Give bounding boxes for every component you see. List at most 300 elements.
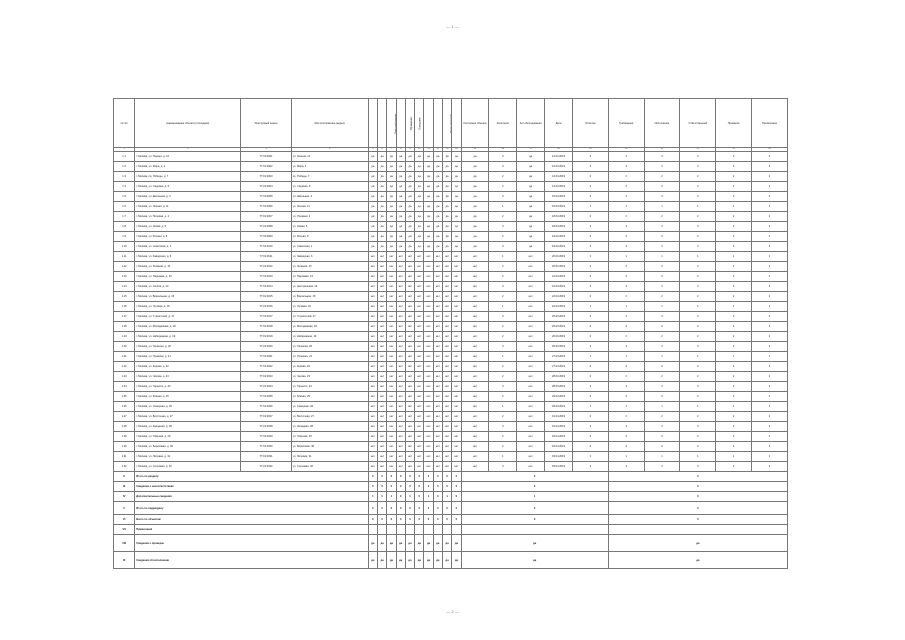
detail-value: 2 (680, 442, 716, 452)
detail-value: 2 (644, 212, 680, 222)
status-value: да (415, 172, 424, 182)
status-value: нет (433, 392, 442, 402)
status-value: да (396, 192, 405, 202)
status-value: нет (433, 352, 442, 362)
state-value: да (461, 152, 489, 162)
column-number: 14 (452, 148, 461, 152)
table-row (114, 432, 788, 442)
detail-value: 2 (644, 392, 680, 402)
status-value: нет (415, 382, 424, 392)
object-address: ул. Заводская, 6 (291, 252, 368, 262)
object-address: ул. Вокзальная, 15 (291, 292, 368, 302)
state-value: нет (461, 322, 489, 332)
status-value: нет (424, 382, 433, 392)
date-value: 21.03.2019 (545, 282, 573, 292)
summary-value: 0 (608, 472, 787, 482)
summary-value: 1 (461, 492, 608, 502)
summary-value: 0 (368, 502, 377, 515)
row-number: 1.1 (114, 152, 135, 162)
status-value: нет (433, 382, 442, 392)
category-value: 2 (489, 292, 517, 302)
status-value: нет (424, 432, 433, 442)
status-value: нет (387, 372, 396, 382)
detail-value: 2 (752, 412, 788, 422)
status-value: нет (377, 432, 386, 442)
column-number: 8 (396, 148, 405, 152)
date-value: 28.03.2019 (545, 372, 573, 382)
status-value: нет (415, 272, 424, 282)
date-value: 18.03.2019 (545, 212, 573, 222)
page-number-bottom: — 2 — (446, 609, 459, 614)
date-value: 18.03.2019 (545, 222, 573, 232)
object-address: ул. Садовая, 9 (291, 182, 368, 192)
status-value: да (405, 152, 414, 162)
status-value: нет (452, 382, 461, 392)
object-address: ул. Мира, 4 (291, 162, 368, 172)
detail-value: 3 (680, 242, 716, 252)
summary-number: III (114, 482, 135, 492)
status-value: да (442, 212, 451, 222)
status-value: нет (452, 392, 461, 402)
detail-value: 2 (680, 392, 716, 402)
header-plan (442, 99, 451, 148)
registry-number: 77:01:0029 (241, 432, 291, 442)
registry-number: 77:01:0002 (241, 162, 291, 172)
status-value: да (405, 182, 414, 192)
detail-value: 3 (644, 342, 680, 352)
summary-value: 0 (396, 502, 405, 515)
status-value: нет (368, 272, 377, 282)
detail-value: 3 (680, 312, 716, 322)
category-value: 3 (489, 312, 517, 322)
status-value: да (415, 192, 424, 202)
registry-number: 77:01:0007 (241, 212, 291, 222)
category-value: 1 (489, 402, 517, 412)
status-value: да (424, 232, 433, 242)
summary-value (405, 525, 414, 535)
summary-value (608, 525, 787, 535)
registry-number: 77:01:0020 (241, 342, 291, 352)
detail-value: 2 (716, 412, 752, 422)
detail-value: 2 (752, 172, 788, 182)
header-access (396, 99, 405, 148)
summary-value: 0 (377, 515, 386, 525)
date-value: 29.03.2019 (545, 402, 573, 412)
status-value: да (442, 232, 451, 242)
object-name: г. Москва, пр. Победы, д. 7 (135, 172, 241, 182)
detail-value: 1 (716, 352, 752, 362)
act-value: нет (517, 382, 545, 392)
detail-value: 2 (644, 362, 680, 372)
act-value: нет (517, 432, 545, 442)
status-value: нет (377, 442, 386, 452)
summary-number: V (114, 502, 135, 515)
status-value: нет (415, 292, 424, 302)
detail-value: 2 (572, 212, 608, 222)
summary-value: 1 (368, 492, 377, 502)
status-value: нет (377, 302, 386, 312)
column-number: 3 (241, 148, 291, 152)
object-name: г. Москва, ул. Чехова, д. 23 (135, 372, 241, 382)
status-value: нет (405, 282, 414, 292)
detail-value: 2 (680, 362, 716, 372)
summary-value: 0 (387, 502, 396, 515)
column-number: 2 (135, 148, 241, 152)
date-value: 19.03.2019 (545, 232, 573, 242)
status-value: нет (442, 312, 451, 322)
state-value: нет (461, 352, 489, 362)
row-number: 1.18 (114, 322, 135, 332)
status-value: нет (387, 312, 396, 322)
status-value: нет (433, 412, 442, 422)
status-value: да (433, 192, 442, 202)
object-address: ул. Гагарина, 20 (291, 342, 368, 352)
date-value: 01.04.2019 (545, 412, 573, 422)
summary-value: 0 (415, 492, 424, 502)
act-value: нет (517, 312, 545, 322)
status-value: да (433, 232, 442, 242)
status-value: нет (405, 462, 414, 472)
status-value: нет (442, 392, 451, 402)
column-number: 16 (489, 148, 517, 152)
detail-value: 1 (608, 402, 644, 412)
detail-value: 3 (716, 342, 752, 352)
summary-label: Всего по объектам (135, 515, 368, 525)
detail-value: 1 (752, 352, 788, 362)
row-number: 1.32 (114, 462, 135, 472)
status-value: нет (387, 422, 396, 432)
table-row (114, 192, 788, 202)
status-value: да (415, 232, 424, 242)
summary-value: да (387, 552, 396, 569)
registry-number: 77:01:0006 (241, 202, 291, 212)
status-value: да (415, 162, 424, 172)
summary-value: 0 (387, 515, 396, 525)
detail-value: 1 (644, 402, 680, 412)
status-value: да (424, 212, 433, 222)
registry-number: 77:01:0025 (241, 392, 291, 402)
detail-value: 3 (608, 152, 644, 162)
column-number: 4 (291, 148, 368, 152)
status-value: да (368, 202, 377, 212)
registry-number: 77:01:0026 (241, 402, 291, 412)
status-value: нет (377, 322, 386, 332)
object-address: ул. Набережная, 19 (291, 332, 368, 342)
detail-value: 3 (644, 462, 680, 472)
status-value: нет (405, 322, 414, 332)
detail-value: 3 (752, 312, 788, 322)
category-value: 1 (489, 352, 517, 362)
row-number: 1.19 (114, 332, 135, 342)
detail-value: 2 (716, 432, 752, 442)
status-value: нет (442, 322, 451, 332)
status-value: да (424, 192, 433, 202)
status-value: да (377, 232, 386, 242)
summary-row (114, 492, 788, 502)
status-value: нет (405, 272, 414, 282)
status-value: нет (405, 332, 414, 342)
state-value: да (461, 192, 489, 202)
status-value: нет (452, 292, 461, 302)
summary-value: да (405, 552, 414, 569)
act-value: да (517, 152, 545, 162)
summary-value: 0 (377, 472, 386, 482)
status-value: нет (377, 252, 386, 262)
object-address: ул. Кирова, 22 (291, 362, 368, 372)
status-value: да (415, 182, 424, 192)
object-address: ул. Северная, 26 (291, 402, 368, 412)
category-value: 3 (489, 382, 517, 392)
detail-value: 2 (752, 442, 788, 452)
summary-value: да (452, 535, 461, 552)
object-name: г. Москва, ул. Зелёная, д. 10 (135, 262, 241, 272)
detail-value: 3 (716, 282, 752, 292)
registry-number: 77:01:0016 (241, 302, 291, 312)
status-value: нет (433, 292, 442, 302)
detail-value: 1 (716, 202, 752, 212)
state-value: нет (461, 452, 489, 462)
table-row (114, 402, 788, 412)
detail-value: 3 (644, 242, 680, 252)
status-value: да (387, 242, 396, 252)
summary-number: VI (114, 515, 135, 525)
column-number: 22 (680, 148, 716, 152)
status-value: да (433, 242, 442, 252)
status-value: да (405, 242, 414, 252)
detail-value: 3 (572, 282, 608, 292)
object-address: ул. Речная, 8 (291, 232, 368, 242)
category-value: 1 (489, 252, 517, 262)
summary-value: 0 (608, 482, 787, 492)
header-num: № п/п (114, 99, 135, 148)
status-value: нет (442, 452, 451, 462)
status-value: нет (442, 292, 451, 302)
state-value: нет (461, 432, 489, 442)
detail-value: 2 (716, 232, 752, 242)
detail-value: 2 (608, 322, 644, 332)
status-value: нет (452, 432, 461, 442)
row-number: 1.8 (114, 222, 135, 232)
status-value: нет (452, 412, 461, 422)
detail-value: 2 (572, 292, 608, 302)
detail-value: 2 (572, 232, 608, 242)
detail-value: 3 (752, 162, 788, 172)
status-value: нет (405, 312, 414, 322)
status-value: нет (396, 312, 405, 322)
status-value: нет (368, 262, 377, 272)
column-number: 11 (424, 148, 433, 152)
object-name: г. Москва, ул. Сосновая, д. 32 (135, 462, 241, 472)
date-value: 28.03.2019 (545, 382, 573, 392)
status-value: да (377, 182, 386, 192)
header-name: Наименование объекта (площадки) (135, 99, 241, 148)
registry-number: 77:01:0018 (241, 322, 291, 332)
state-value: да (461, 202, 489, 212)
detail-value: 2 (644, 272, 680, 282)
registry-number: 77:01:0024 (241, 382, 291, 392)
state-value: нет (461, 422, 489, 432)
status-value: нет (415, 362, 424, 372)
status-value: да (396, 172, 405, 182)
registry-number: 77:01:0011 (241, 252, 291, 262)
detail-value: 1 (644, 202, 680, 212)
detail-value: 2 (608, 392, 644, 402)
status-value: нет (405, 252, 414, 262)
detail-value: 3 (608, 282, 644, 292)
category-value: 2 (489, 412, 517, 422)
status-value: нет (377, 352, 386, 362)
detail-value: 2 (752, 332, 788, 342)
date-value: 02.04.2019 (545, 442, 573, 452)
detail-value: 2 (608, 272, 644, 282)
summary-value (396, 525, 405, 535)
category-value: 2 (489, 432, 517, 442)
date-value: 29.03.2019 (545, 392, 573, 402)
status-value: нет (377, 312, 386, 322)
status-value: да (377, 172, 386, 182)
row-number: 1.21 (114, 352, 135, 362)
status-value: да (442, 162, 451, 172)
date-value: 25.03.2019 (545, 322, 573, 332)
summary-row (114, 502, 788, 515)
object-name: г. Москва, ул. Луговая, д. 16 (135, 302, 241, 312)
registry-number: 77:01:0004 (241, 182, 291, 192)
act-value: нет (517, 402, 545, 412)
status-value: нет (442, 352, 451, 362)
state-value: нет (461, 342, 489, 352)
state-value: да (461, 182, 489, 192)
status-value: нет (442, 442, 451, 452)
table-row (114, 162, 788, 172)
detail-value: 2 (644, 182, 680, 192)
summary-value: 0 (433, 515, 442, 525)
detail-value: 2 (572, 362, 608, 372)
summary-value: 0 (461, 472, 608, 482)
status-value: нет (415, 282, 424, 292)
status-value: нет (415, 412, 424, 422)
detail-value: 2 (680, 372, 716, 382)
status-value: да (433, 212, 442, 222)
summary-value: 0 (424, 472, 433, 482)
row-number: 1.2 (114, 162, 135, 172)
status-value: нет (368, 372, 377, 382)
status-value: нет (405, 302, 414, 312)
status-value: нет (433, 372, 442, 382)
status-value: да (433, 182, 442, 192)
summary-value: 0 (452, 472, 461, 482)
state-value: нет (461, 412, 489, 422)
detail-value: 3 (752, 152, 788, 162)
status-value: нет (387, 402, 396, 412)
status-value: да (405, 202, 414, 212)
summary-value: 0 (424, 515, 433, 525)
status-value: нет (387, 282, 396, 292)
status-value: нет (396, 392, 405, 402)
summary-value: 0 (608, 515, 787, 525)
category-value: 2 (489, 442, 517, 452)
object-name: г. Москва, ул. Липовая, д. 31 (135, 452, 241, 462)
header-row (114, 99, 788, 148)
status-value: да (452, 192, 461, 202)
status-value: нет (424, 392, 433, 402)
status-value: нет (368, 292, 377, 302)
status-value: нет (424, 462, 433, 472)
summary-value: да (424, 552, 433, 569)
header-reg: Реестровый номер (241, 99, 291, 148)
state-value: нет (461, 372, 489, 382)
detail-value: 2 (572, 332, 608, 342)
category-value: 2 (489, 232, 517, 242)
summary-value: 0 (608, 502, 787, 515)
status-value: нет (368, 342, 377, 352)
summary-value: да (608, 535, 787, 552)
detail-value: 3 (644, 162, 680, 172)
header-state: Состояние объекта (461, 99, 489, 148)
status-value: да (433, 202, 442, 212)
registry-number: 77:01:0013 (241, 272, 291, 282)
summary-label: Дополнительные сведения (135, 492, 368, 502)
status-value: нет (424, 342, 433, 352)
detail-value: 3 (680, 162, 716, 172)
status-value: нет (433, 422, 442, 432)
detail-value: 2 (572, 172, 608, 182)
status-value: нет (452, 322, 461, 332)
status-value: да (396, 212, 405, 222)
status-value: нет (387, 322, 396, 332)
header-cat: Категория (489, 99, 517, 148)
status-value: да (452, 152, 461, 162)
status-value: да (415, 152, 424, 162)
header-date: Дата (545, 99, 573, 148)
detail-value: 2 (644, 372, 680, 382)
detail-value: 2 (608, 372, 644, 382)
object-address: ул. Лесная, 11 (291, 202, 368, 212)
act-value: нет (517, 342, 545, 352)
date-value: 15.03.2019 (545, 192, 573, 202)
date-value: 19.03.2019 (545, 242, 573, 252)
detail-value: 2 (680, 432, 716, 442)
summary-number: IV (114, 492, 135, 502)
row-number: 1.24 (114, 382, 135, 392)
page-number-top: — 1 — (446, 24, 459, 29)
status-value: да (415, 212, 424, 222)
summary-value: да (415, 535, 424, 552)
table-row (114, 392, 788, 402)
summary-value: 0 (368, 515, 377, 525)
status-value: нет (424, 442, 433, 452)
table-row (114, 452, 788, 462)
detail-value: 3 (716, 462, 752, 472)
object-name: г. Москва, ул. Заводская, д. 6 (135, 252, 241, 262)
detail-value: 1 (644, 252, 680, 262)
detail-value: 2 (680, 172, 716, 182)
detail-value: 3 (572, 462, 608, 472)
status-value: нет (424, 262, 433, 272)
summary-value: 0 (461, 482, 608, 492)
date-value: 02.04.2019 (545, 432, 573, 442)
detail-value: 2 (752, 322, 788, 332)
category-value: 2 (489, 322, 517, 332)
detail-value: 2 (716, 272, 752, 282)
act-value: нет (517, 282, 545, 292)
date-value: 25.03.2019 (545, 312, 573, 322)
status-value: нет (415, 422, 424, 432)
status-value: нет (442, 422, 451, 432)
status-value: нет (442, 412, 451, 422)
summary-value: 0 (452, 492, 461, 502)
status-value: нет (368, 402, 377, 412)
column-number: 6 (377, 148, 386, 152)
